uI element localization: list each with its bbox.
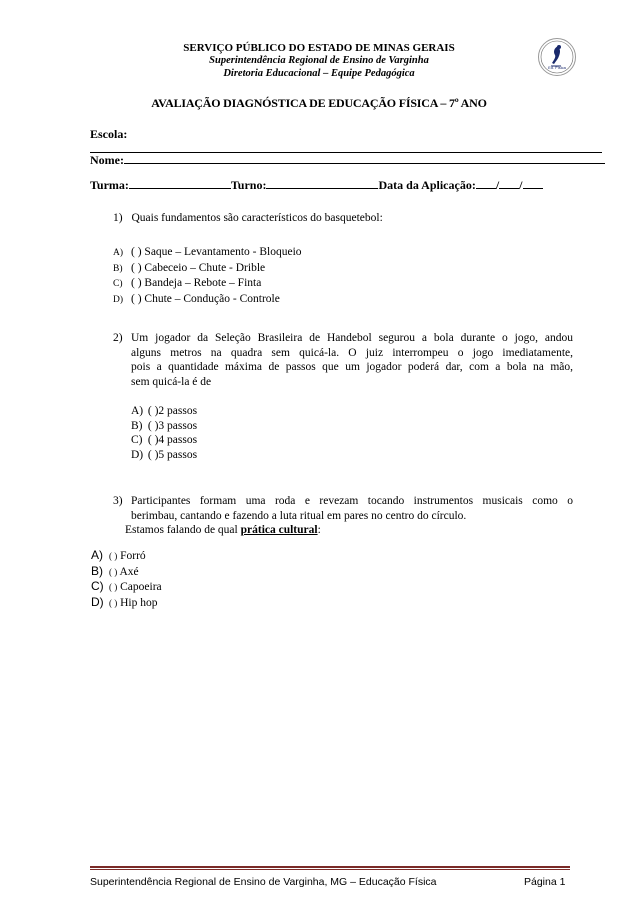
option-letter: B) bbox=[113, 263, 123, 274]
header-line-3: Diretoria Educacional – Equipe Pedagógica bbox=[223, 68, 415, 79]
turno-blank[interactable] bbox=[266, 177, 378, 189]
escola-label: Escola: bbox=[90, 127, 128, 141]
option-text: 3 passos bbox=[158, 419, 198, 432]
option-letter: C) bbox=[113, 279, 123, 289]
checkbox[interactable]: ( ) bbox=[131, 246, 142, 258]
checkbox[interactable]: ( ) bbox=[109, 551, 118, 561]
turma-field bbox=[90, 177, 543, 192]
option-text: Hip hop bbox=[120, 596, 158, 609]
question-2-text bbox=[131, 331, 573, 389]
data-month-blank[interactable] bbox=[499, 177, 519, 189]
page-title: AVALIAÇÃO DIAGNÓSTICA DE EDUCAÇÃO FÍSICA – 7º ANO bbox=[151, 96, 487, 110]
date-slash: / bbox=[519, 178, 523, 192]
question-3-text bbox=[131, 494, 573, 523]
checkbox[interactable]: ( ) bbox=[147, 448, 159, 461]
option-text: 2 passos bbox=[158, 405, 198, 417]
logo-text: Ed. Física bbox=[548, 65, 566, 70]
option-a[interactable] bbox=[131, 404, 197, 419]
checkbox[interactable]: ( ) bbox=[147, 405, 159, 417]
option-letter: D) bbox=[113, 294, 124, 305]
option-d[interactable] bbox=[131, 448, 197, 463]
question-line: Um jogador da Seleção Brasileira de Handebol segurou a bola durante o jogo, andou bbox=[131, 332, 573, 344]
prompt-suffix: : bbox=[317, 524, 321, 536]
option-letter: A) bbox=[91, 548, 103, 562]
question-line: sem quicá-la é de bbox=[131, 375, 212, 388]
option-c[interactable] bbox=[91, 579, 162, 595]
nome-label: Nome: bbox=[90, 153, 124, 167]
data-day-blank[interactable] bbox=[476, 177, 496, 189]
option-b[interactable] bbox=[113, 261, 302, 277]
question-1 bbox=[113, 211, 383, 226]
checkbox[interactable]: ( ) bbox=[109, 597, 118, 608]
checkbox[interactable]: ( ) bbox=[147, 419, 159, 432]
footer-rule bbox=[90, 866, 570, 868]
option-letter: A) bbox=[113, 248, 124, 258]
option-b[interactable] bbox=[91, 564, 162, 580]
data-year-blank[interactable] bbox=[523, 177, 543, 189]
question-2-options bbox=[131, 404, 197, 462]
option-d[interactable] bbox=[113, 292, 302, 308]
data-label: Data da Aplicação: bbox=[378, 178, 476, 192]
question-1-options bbox=[113, 245, 302, 307]
header-line-2: Superintendência Regional de Ensino de Varginha bbox=[209, 55, 429, 66]
option-text: Chute – Condução - Controle bbox=[144, 292, 280, 305]
option-text: 5 passos bbox=[158, 448, 198, 461]
checkbox[interactable]: ( ) bbox=[147, 434, 159, 446]
option-d[interactable] bbox=[91, 595, 162, 611]
option-letter: D) bbox=[91, 594, 104, 609]
option-letter: B) bbox=[131, 419, 143, 432]
option-letter: A) bbox=[131, 405, 144, 417]
option-text: Saque – Levantamento - Bloqueio bbox=[144, 246, 302, 258]
question-text: Quais fundamentos são característicos do basquetebol: bbox=[131, 212, 383, 224]
header-line-1: SERVIÇO PÚBLICO DO ESTADO DE MINAS GERAIS bbox=[183, 42, 455, 54]
question-line: pois a quantidade máxima de passos que um jogador poderá dar, com a bola na mão, bbox=[131, 361, 573, 373]
checkbox[interactable]: ( ) bbox=[109, 566, 118, 577]
footer-left: Superintendência Regional de Ensino de Varginha, MG – Educação Física bbox=[90, 876, 437, 888]
question-line: Participantes formam uma roda e revezam tocando instrumentos musicais como o bbox=[131, 495, 573, 507]
prompt-emphasis: prática cultural bbox=[240, 524, 318, 536]
date-slash: / bbox=[495, 178, 500, 192]
logo-seal bbox=[538, 38, 576, 76]
footer-rule-thin bbox=[90, 869, 570, 870]
question-line: alguns metros na quadra sem quicá-la. O juiz interrompeu o jogo imediatamente, bbox=[131, 346, 573, 359]
option-text: Cabeceio – Chute - Drible bbox=[144, 261, 266, 274]
option-text: Capoeira bbox=[120, 581, 162, 593]
question-2-number: 2) bbox=[113, 332, 123, 344]
nome-field bbox=[90, 152, 605, 167]
option-letter: C) bbox=[131, 434, 143, 446]
checkbox[interactable]: ( ) bbox=[131, 277, 142, 289]
footer-page-number: Página 1 bbox=[524, 876, 566, 888]
option-text: Bandeja – Rebote – Finta bbox=[144, 277, 262, 289]
option-letter: D) bbox=[131, 448, 144, 461]
question-number: 1) bbox=[113, 212, 123, 224]
checkbox[interactable]: ( ) bbox=[109, 582, 118, 592]
nome-blank[interactable] bbox=[124, 152, 605, 164]
option-letter: B) bbox=[91, 563, 103, 578]
checkbox[interactable]: ( ) bbox=[131, 292, 142, 305]
option-text: 4 passos bbox=[158, 434, 198, 446]
question-3-prompt bbox=[125, 523, 321, 538]
option-b[interactable] bbox=[131, 419, 197, 434]
turma-blank[interactable] bbox=[129, 177, 231, 189]
question-3-number: 3) bbox=[113, 495, 123, 507]
option-text: Axé bbox=[119, 565, 139, 578]
prompt-text: Estamos falando de qual bbox=[125, 524, 241, 536]
option-a[interactable] bbox=[91, 548, 162, 564]
question-line: berimbau, cantando e fazendo a luta ritual em pares no centro do círculo. bbox=[131, 509, 467, 522]
turno-label: Turno: bbox=[230, 178, 267, 192]
question-3-options bbox=[91, 548, 162, 610]
option-a[interactable] bbox=[113, 245, 302, 261]
turma-label: Turma: bbox=[90, 178, 129, 192]
checkbox[interactable]: ( ) bbox=[131, 261, 142, 274]
option-c[interactable] bbox=[113, 276, 302, 292]
option-text: Forró bbox=[120, 550, 146, 562]
option-letter: C) bbox=[91, 579, 104, 593]
option-c[interactable] bbox=[131, 433, 197, 448]
